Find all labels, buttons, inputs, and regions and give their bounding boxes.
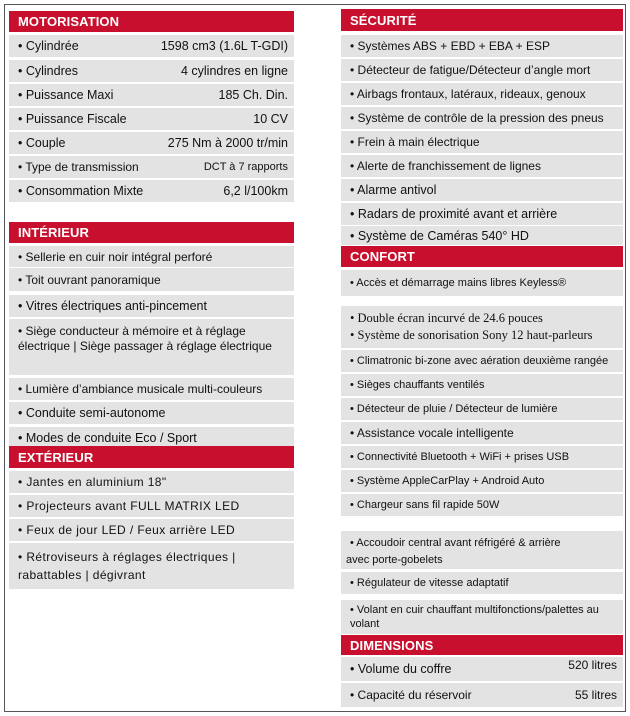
motorisation-row [9,180,294,202]
securite-row [341,226,623,245]
interieur-row [9,319,294,375]
exterieur-row [9,519,294,541]
interieur-row [9,268,294,291]
row-label: • Accès et démarrage mains libres Keyless® [350,277,567,289]
exterieur-row [9,495,294,517]
row-label: • Systèmes ABS + EBD + EBA + ESP [350,39,550,53]
row-label: • Sellerie en cuir noir intégral perforé [18,249,213,264]
row-label: • Puissance Maxi [18,88,114,102]
confort-row [341,531,623,569]
row-label: • Frein à main électrique [350,135,480,149]
interieur-header: INTÉRIEUR [9,222,294,243]
interieur-row [9,246,294,267]
row-value: 6,2 l/100km [223,184,288,198]
confort-row [341,374,623,396]
row-label: • Cylindrée [18,39,79,53]
row-label: • Régulateur de vitesse adaptatif [350,577,509,589]
row-label: • Capacité du réservoir [350,688,472,702]
dimensions-header: DIMENSIONS [341,635,623,655]
row-label: • Modes de conduite Eco / Sport [18,431,197,445]
row-label: • Système de Caméras 540° HD [350,228,529,243]
securite-row [341,35,623,57]
row-label: • Puissance Fiscale [18,112,127,126]
row-value: 55 litres [574,688,617,702]
row-value: 4 cylindres en ligne [180,64,288,78]
confort-row [341,446,623,468]
motorisation-row [9,108,294,130]
dimensions-row [341,683,623,707]
row-label: • Volant en cuir chauffant multifonctions/palettes au volant [350,604,599,630]
row-label: • Assistance vocale intelligente [350,426,514,440]
securite-row [341,179,623,201]
row-label: • Airbags frontaux, latéraux, rideaux, genoux [350,87,586,101]
motorisation-header: MOTORISATION [9,11,294,32]
row-label: • Consommation Mixte [18,184,144,198]
dimensions-row [341,657,623,681]
row-label: • Alerte de franchissement de lignes [350,159,541,173]
confort-row [341,572,623,594]
row-label-group [350,310,617,344]
row-label: • Jantes en aluminium 18" [18,475,167,489]
row-label: • Feux de jour LED / Feux arrière LED [18,523,236,537]
row-value: 275 Nm à 2000 tr/min [167,136,288,150]
row-label: • Toit ouvrant panoramique [18,272,161,287]
row-label: • Climatronic bi-zone avec aération deuxième rangée [350,355,609,367]
confort-row [341,306,623,348]
securite-row [341,131,623,153]
securite-row [341,107,623,129]
row-label: • Radars de proximité avant et arrière [350,207,558,221]
row-label: • Système AppleCarPlay + Android Auto [350,475,545,487]
row-label: • Siège conducteur à mémoire et à réglage électrique | Siège passager à réglage électrique [18,324,272,353]
row-label: • Système de sonorisation Sony 12 haut-parleurs [350,328,593,342]
exterieur-header: EXTÉRIEUR [9,446,294,468]
exterieur-row [9,543,294,589]
confort-row [341,350,623,372]
row-value: 185 Ch. Din. [218,88,288,102]
confort-row [341,422,623,444]
row-label: • Chargeur sans fil rapide 50W [350,499,500,511]
securite-row [341,83,623,105]
row-label: • Conduite semi-autonome [18,406,166,420]
confort-row [341,470,623,492]
row-label: • Projecteurs avant FULL MATRIX LED [18,499,240,513]
confort-header: CONFORT [341,246,623,267]
confort-row [341,270,623,296]
row-label: • Système de contrôle de la pression des pneus [350,111,604,125]
securite-row [341,203,623,225]
row-label: • Type de transmission [18,160,139,174]
spec-sheet [4,4,626,712]
row-label: • Sièges chauffants ventilés [350,379,485,391]
row-label: • Accoudoir central avant réfrigéré & arrière [350,537,561,549]
confort-row [341,494,623,516]
row-label: • Couple [18,136,66,150]
interieur-row [9,378,294,400]
interieur-row [9,295,294,317]
row-label: • Détecteur de fatigue/Détecteur d’angle mort [350,63,591,77]
exterieur-row [9,471,294,493]
row-value: 520 litres [568,658,617,672]
row-label: • Détecteur de pluie / Détecteur de lumière [350,403,558,415]
securite-row [341,59,623,81]
interieur-row [9,402,294,424]
row-value: 1598 cm3 (1.6L T-GDI) [160,39,288,53]
motorisation-row [9,132,294,154]
row-label: • Cylindres [18,64,78,78]
row-label: • Connectivité Bluetooth + WiFi + prises USB [350,451,570,463]
row-label-group [346,535,617,569]
confort-row [341,600,623,634]
row-label: • Volume du coffre [350,662,452,676]
row-label: • Vitres électriques anti-pincement [18,299,207,313]
securite-row [341,155,623,177]
row-label: • Double écran incurvé de 24.6 pouces [350,311,543,325]
row-value: DCT à 7 rapports [203,161,288,173]
row-label: • Lumière d’ambiance musicale multi-couleurs [18,382,263,396]
securite-header: SÉCURITÉ [341,9,623,31]
row-value: 10 CV [253,112,288,126]
motorisation-row [9,35,294,57]
row-label: • Rétroviseurs à réglages électriques | rabattables | dégivrant [18,550,236,582]
motorisation-row [9,84,294,106]
row-label: • Alarme antivol [350,183,437,197]
motorisation-row [9,156,294,178]
motorisation-row [9,60,294,82]
row-label: avec porte-gobelets [346,554,443,566]
confort-row [341,398,623,420]
